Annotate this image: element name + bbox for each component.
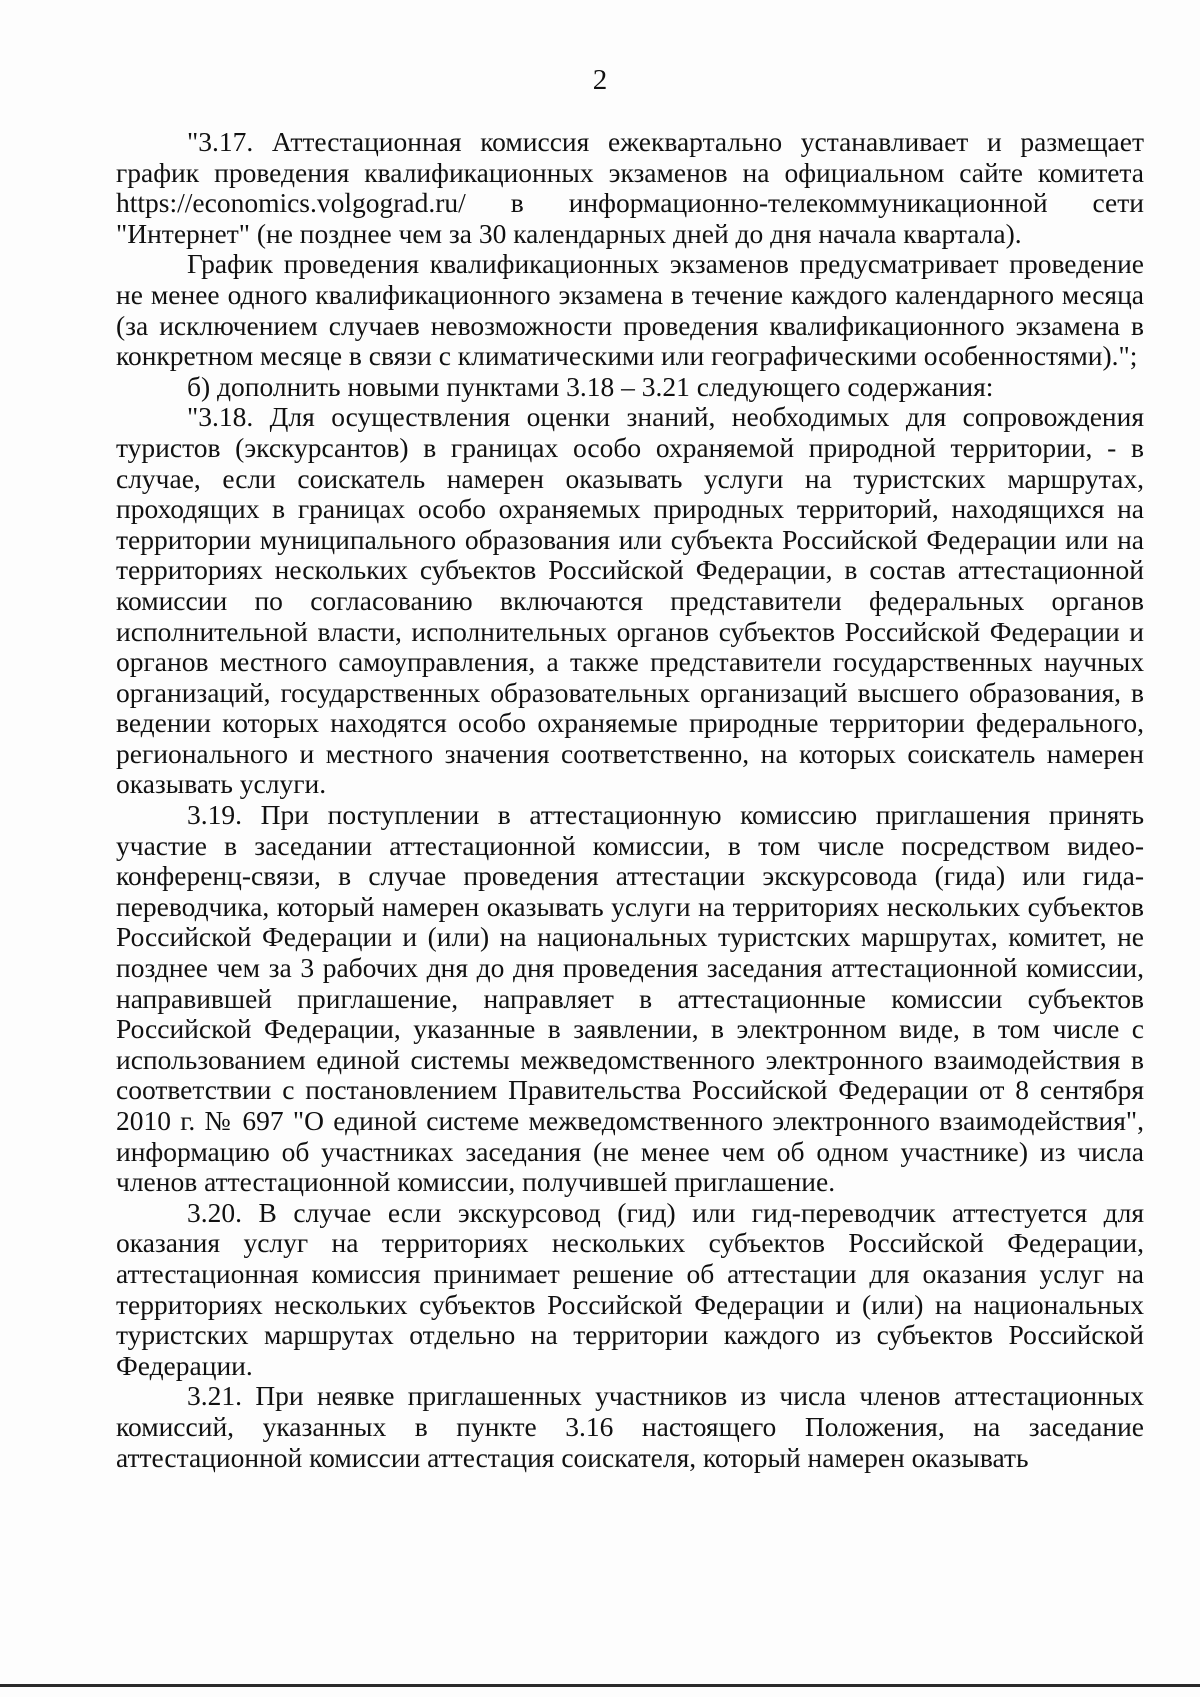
paragraph-3-21: 3.21. При неявке приглашенных участников из числа членов аттестационных комиссий, указанных в пункте 3.16 настоящего Положения, на заседание аттестационной комиссии аттестация соискателя, который намерен оказывать <box>116 1380 1144 1473</box>
document-body <box>116 127 1144 1473</box>
bottom-scan-edge <box>0 1684 1200 1687</box>
paragraph-schedule: График проведения квалификационных экзаменов предусматривает проведение не менее одного квалификационного экзамена в течение каждого календарного месяца (за исключением случаев невозможности проведения квалификационного экзамена в конкретном месяце в связи с климатическими или географическими особенностями)."; <box>116 248 1144 372</box>
paragraph-amendment-b: б) дополнить новыми пунктами 3.18 – 3.21 следующего содержания: <box>187 370 994 402</box>
paragraph-3-18: "3.18. Для осуществления оценки знаний, необходимых для сопровождения туристов (экскурсантов) в границах особо охраняемой природной территории, - в случае, если соискатель намерен оказывать услуги на туристских маршрутах, проходящих в границах особо охраняемых природных территорий, находящихся на территории муниципального образования или субъекта Российской Федерации или на территориях нескольких субъектов Российской Федерации, в состав аттестационной комиссии по согласованию включаются представители федеральных органов исполнительной власти, исполнительных органов субъектов Российской Федерации и органов местного самоуправления, а также представители государственных научных организаций, государственных образовательных организаций высшего образования, в ведении которых находятся особо охраняемые природные территории федерального, регионального и местного значения соответственно, на которых соискатель намерен оказывать услуги. <box>116 401 1144 800</box>
paragraph-3-19: 3.19. При поступлении в аттестационную комиссию приглашения принять участие в заседании аттестационной комиссии, в том числе посредством видео-конференц-связи, в случае проведения аттестации экскурсовода (гида) или гида-переводчика, который намерен оказывать услуги на территориях нескольких субъектов Российской Федерации и (или) на национальных туристских маршрутах, комитет, не позднее чем за 3 рабочих дня до дня проведения заседания аттестационной комиссии, направившей приглашение, направляет в аттестационные комиссии субъектов Российской Федерации, указанные в заявлении, в электронном виде, в том числе с использованием единой системы межведомственного электронного взаимодействия в соответствии с постановлением Правительства Российской Федерации от 8 сентября 2010 г. № 697 "О единой системе межведомственного электронного взаимодействия", информацию об участниках заседания (не менее чем об одном участнике) из числа членов аттестационной комиссии, получившей приглашение. <box>116 799 1144 1198</box>
paragraph-3-17: "3.17. Аттестационная комиссия ежеквартально устанавливает и размещает график проведения квалификационных экзаменов на официальном сайте комитета https://economics.volgograd.ru/ в информационно-телекоммуникационной сети "Интернет" (не позднее чем за 30 календарных дней до дня начала квартала). <box>116 126 1144 249</box>
paragraph-3-20: 3.20. В случае если экскурсовод (гид) или гид-переводчик аттестуется для оказания услуг на территориях нескольких субъектов Российской Федерации, аттестационная комиссия принимает решение об аттестации для оказания услуг на территориях нескольких субъектов Российской Федерации и (или) на национальных туристских маршрутах отдельно на территории каждого из субъектов Российской Федерации. <box>116 1196 1144 1381</box>
page-number: 2 <box>592 64 608 96</box>
